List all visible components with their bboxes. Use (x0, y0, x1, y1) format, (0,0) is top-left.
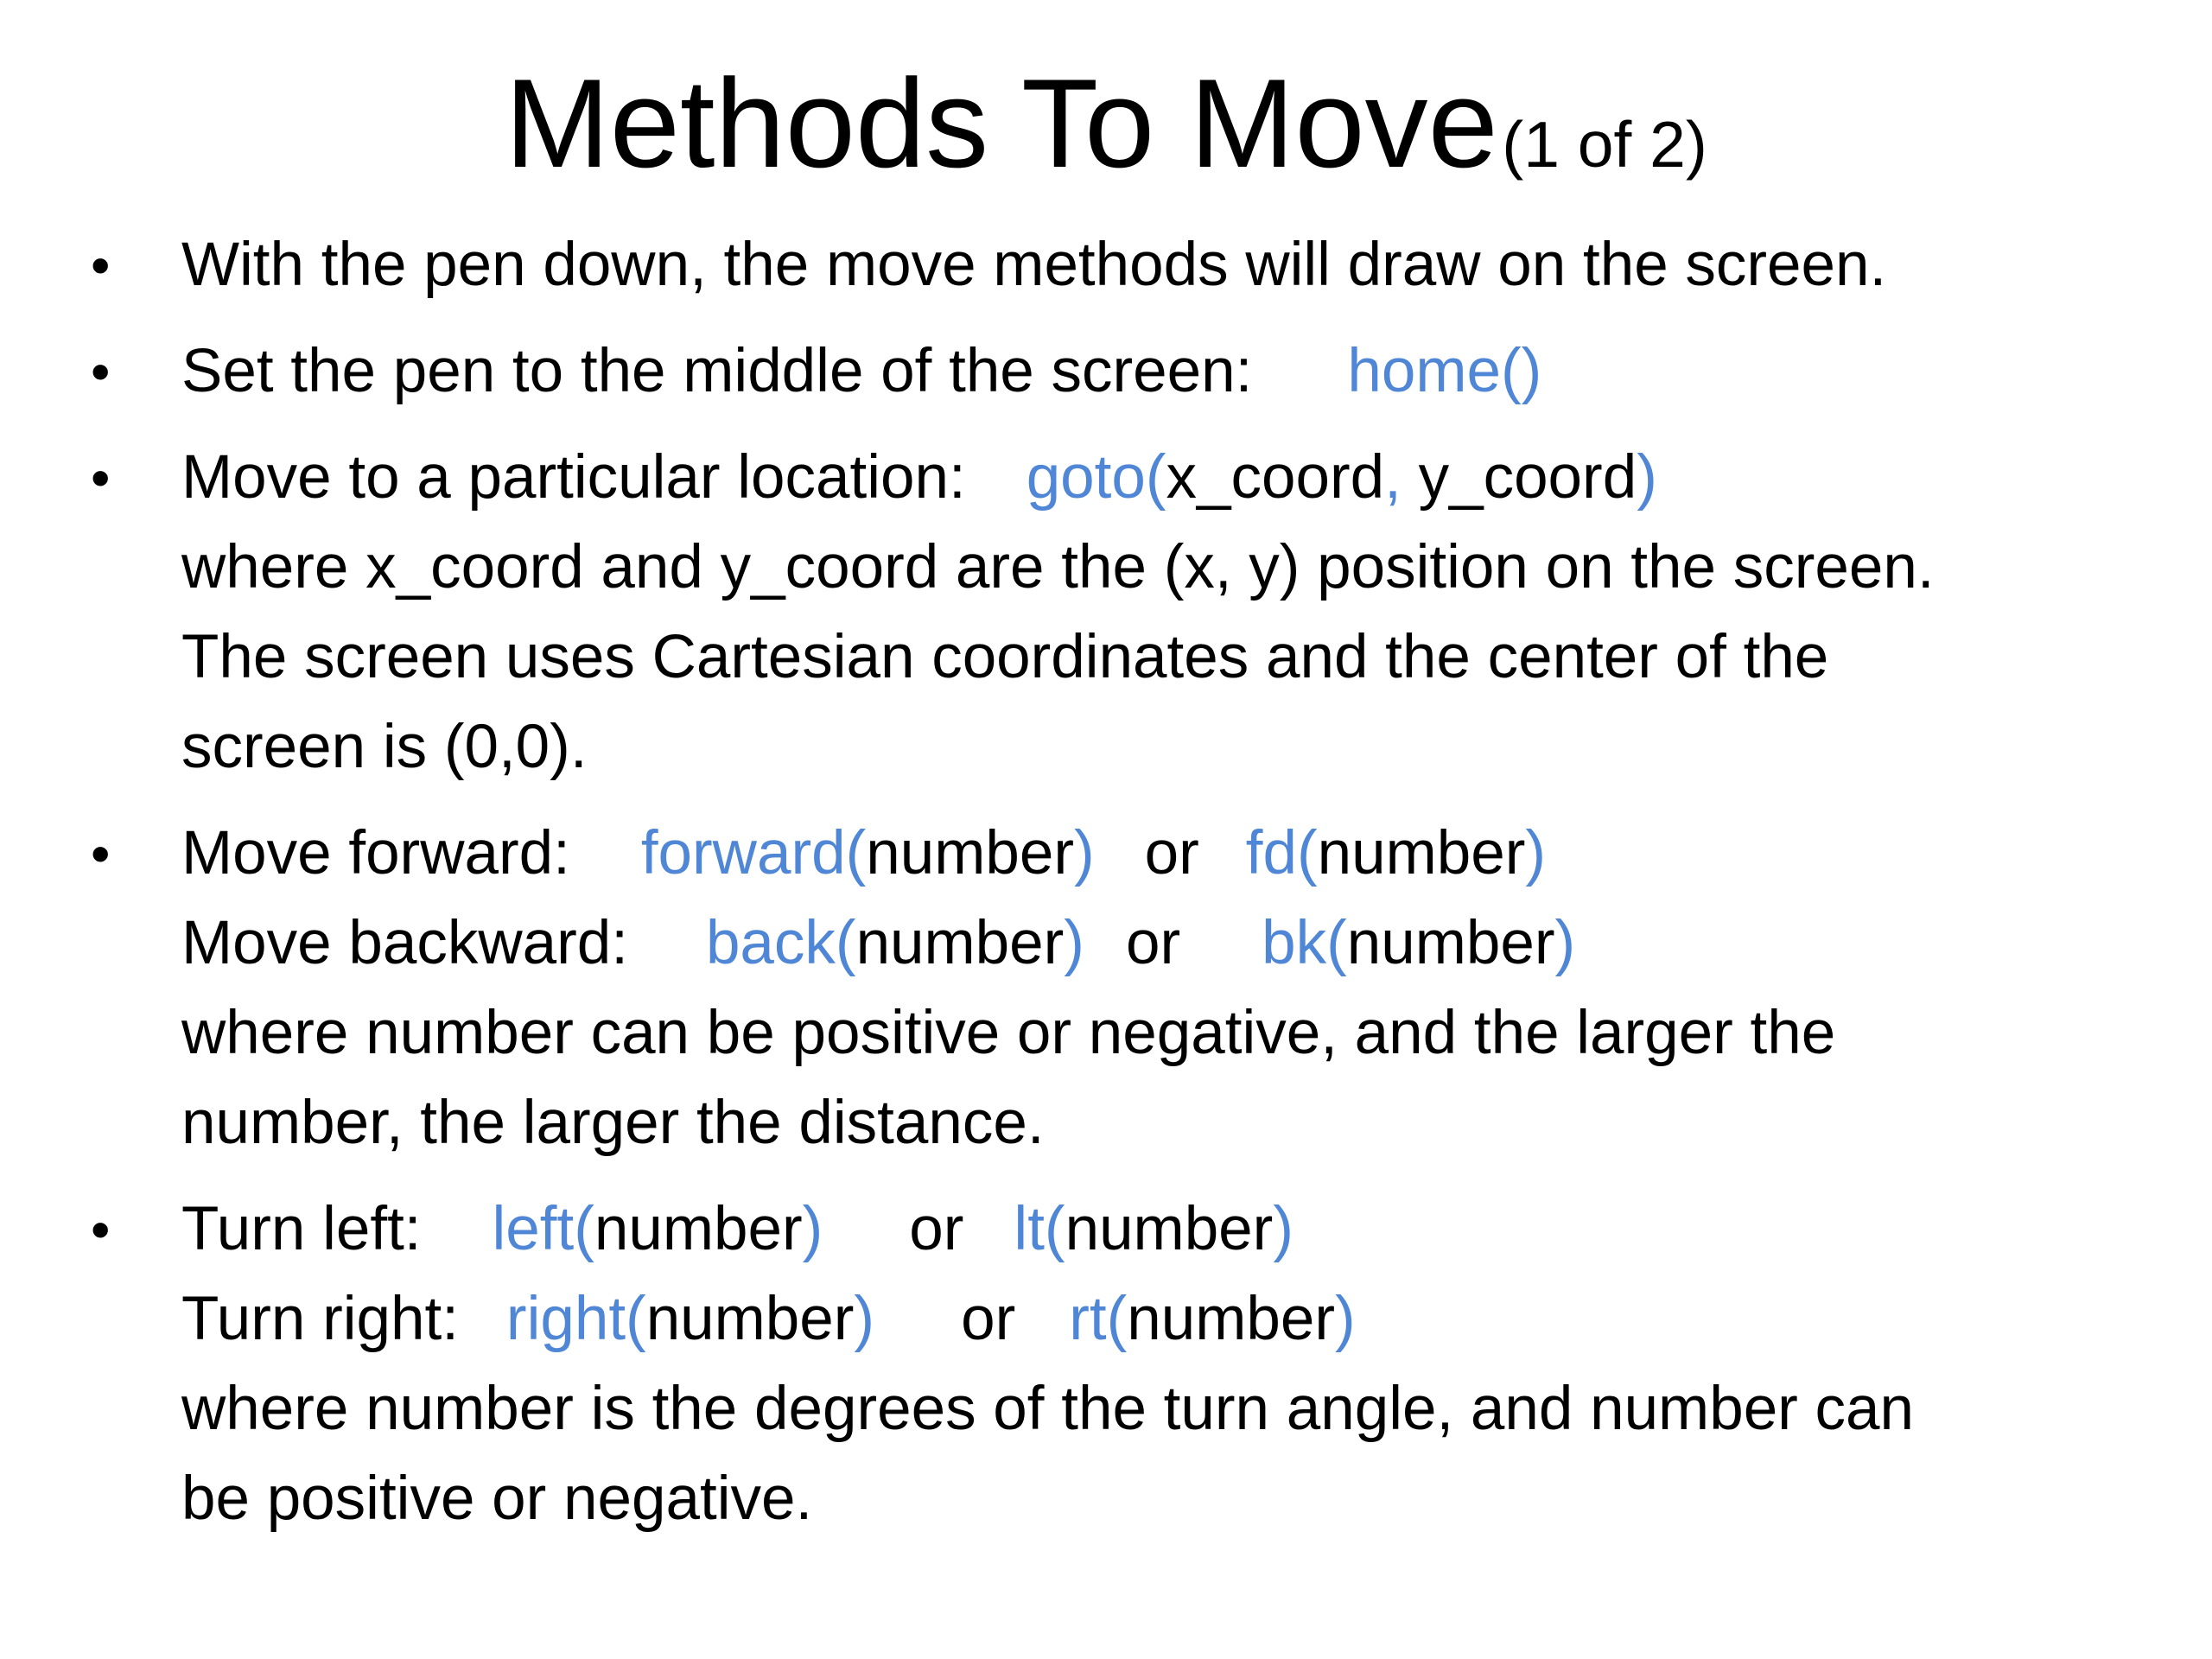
bullet-marker: • (91, 447, 111, 509)
bk-close-paren: ) (1554, 909, 1576, 977)
bullet-goto (91, 433, 2164, 792)
code-home: home() (1347, 337, 1542, 405)
turn-explanation-2: be positive or negative. (181, 1465, 813, 1533)
lt-close-paren: ) (1273, 1195, 1294, 1263)
slide-title (0, 53, 2212, 194)
bullet-forward-back (91, 809, 2164, 1168)
bullet-marker: • (91, 234, 111, 296)
bullet-home (91, 327, 2164, 416)
right-close-paren: ) (854, 1285, 875, 1353)
goto-label: Move to a particular location: (181, 443, 966, 512)
code-forward: forward( (640, 819, 867, 887)
back-arg: number (855, 909, 1065, 977)
goto-arg-x: x_coord (1166, 443, 1385, 512)
bullet-text: Set the pen to the middle of the screen: (181, 337, 1253, 405)
goto-explanation-1: where x_coord and y_coord are the (x, y) position on the screen. (181, 533, 1935, 601)
left-close-paren: ) (802, 1195, 823, 1263)
turn-right-label: Turn right: (181, 1285, 459, 1353)
code-fd: fd( (1245, 819, 1318, 887)
fd-close-paren: ) (1525, 819, 1547, 887)
forward-or: or (1144, 819, 1199, 887)
backward-label: Move backward: (181, 909, 628, 977)
bullet-marker: • (91, 1198, 111, 1261)
code-lt: lt( (1014, 1195, 1065, 1263)
bullet-marker: • (91, 823, 111, 885)
goto-arg-y: y_coord (1401, 443, 1637, 512)
code-left: left( (492, 1195, 594, 1263)
right-arg: number (645, 1285, 855, 1353)
bullet-turn (91, 1185, 2164, 1544)
turn-right-line (181, 1274, 2164, 1364)
rt-arg: number (1127, 1285, 1335, 1353)
bullet-marker: • (91, 340, 111, 403)
turn-left-or: or (909, 1195, 964, 1263)
goto-close-paren: ) (1637, 443, 1657, 512)
back-close-paren: ) (1064, 909, 1084, 977)
backward-or: or (1125, 909, 1181, 977)
rt-close-paren: ) (1334, 1285, 1356, 1353)
bullet-line (181, 433, 2164, 523)
lt-arg: number (1065, 1195, 1274, 1263)
forward-arg: number (866, 819, 1074, 887)
turn-explanation-1: where number is the degrees of the turn angle, and number can (181, 1375, 1915, 1443)
backward-line (181, 899, 2164, 988)
goto-explanation-2: The screen uses Cartesian coordinates and the center of the (181, 623, 1829, 691)
goto-explanation-3: screen is (0,0). (181, 713, 588, 781)
bullet-text: With the pen down, the move methods will draw on the screen. (181, 231, 1887, 299)
code-rt: rt( (1069, 1285, 1128, 1353)
title-page-indicator: (1 of 2) (1502, 108, 1707, 181)
bullet-line (181, 327, 2164, 416)
bk-arg: number (1346, 909, 1555, 977)
turn-right-or: or (961, 1285, 1016, 1353)
left-arg: number (594, 1195, 803, 1263)
forward-close-paren: ) (1073, 819, 1095, 887)
turn-left-label: Turn left: (181, 1195, 422, 1263)
goto-comma: , (1384, 443, 1402, 512)
code-bk: bk( (1262, 909, 1347, 977)
fd-arg: number (1317, 819, 1526, 887)
move-explanation-2: number, the larger the distance. (181, 1089, 1045, 1157)
code-right: right( (505, 1285, 646, 1353)
move-explanation-1: where number can be positive or negative, and the larger the (181, 999, 1836, 1067)
code-back: back( (705, 909, 856, 977)
bullet-list (91, 220, 2164, 1560)
code-goto: goto( (1026, 443, 1166, 512)
forward-line (181, 809, 2164, 899)
bullet-pen-down (91, 220, 2164, 310)
forward-label: Move forward: (181, 819, 570, 887)
title-main: Methods To Move (505, 53, 1498, 194)
turn-left-line (181, 1185, 2164, 1274)
